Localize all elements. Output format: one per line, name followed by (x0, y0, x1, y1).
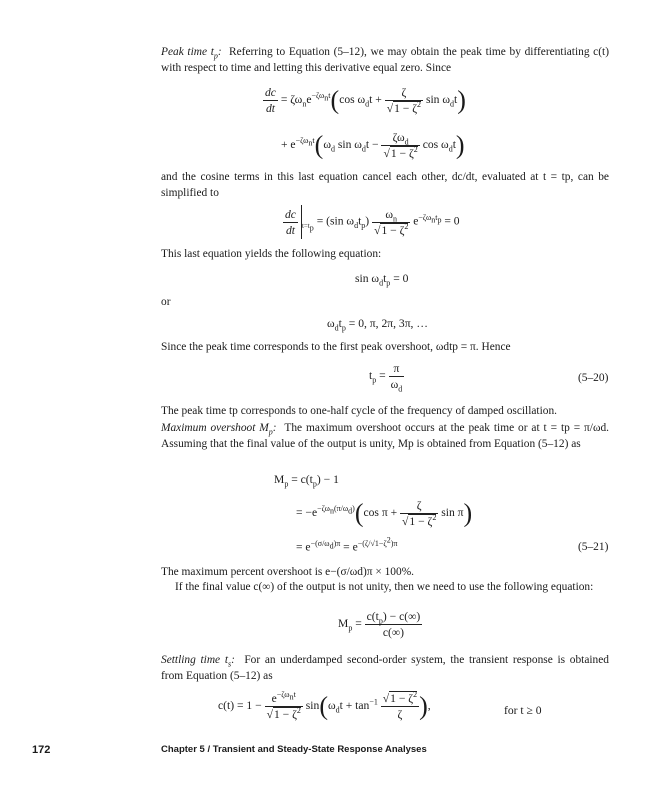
yields-paragraph: This last equation yields the following equation: (161, 248, 382, 260)
derivative-equation-line2: + $e^{-\zeta\omega_nt}(\omega_d$ $\sin \omega_dt$ − $\frac{\zeta\omega_d}{√1 - \zeta^2}$ $\cos \omega_dt$) (281, 130, 465, 160)
mp-equation-line1: $M_p = c(t_p) - 1$ (274, 473, 339, 489)
chapter-footer: Chapter 5 / Transient and Steady-State Response Analyses (161, 744, 427, 755)
final-value-paragraph: If the final value c(∞) of the output is not unity, then we need to use the following equation: (175, 581, 594, 593)
evaluated-derivative-equation: $\frac{dc}{dt}$ $_{t=t_p}$ = (sin $\omega_dt_p$) $\frac{\omega_n}{√1 - \zeta^2}$ $e^{-\zeta\omega_nt_p} = 0$ (283, 205, 460, 239)
max-overshoot-text: The maximum overshoot occurs at the peak time or at t = tp = π/ωd. Assuming that the final value of the output is unity, Mp is obtained from Equation (5–12) as (161, 422, 609, 450)
settling-time-paragraph (161, 653, 609, 684)
equation-number-5-20: (5–20) (578, 372, 609, 384)
sin-zero-equation: $\sin \omega_dt_p = 0$ (355, 272, 409, 288)
mp-equation-line3: = $e^{-(\sigma/\omega_d)\pi} = e^{-(\zeta/√1-\zeta^2)\pi}$ (296, 535, 398, 554)
cancel-paragraph: and the cosine terms in this last equation cancel each other, dc/dt, evaluated at t = tp, can be simplified to (161, 171, 609, 199)
mp-equation-line2: = $-e^{-\zeta\omega_n(\pi/\omega_d)}(\cos$ π + $\frac{\zeta}{√1 - \zeta^2}$ sin π) (296, 498, 473, 528)
peak-time-equation: $t_p$ = $\frac{\pi}{\omega_d}$ (369, 362, 403, 394)
percent-overshoot-paragraph: The maximum percent overshoot is e−(σ/ωd)π × 100%. (161, 566, 415, 578)
solutions-equation: $\omega_dt_p = 0$, π, 2π, 3π, … (327, 317, 428, 333)
first-peak-paragraph: Since the peak time corresponds to the first peak overshoot, ωdtp = π. Hence (161, 341, 511, 353)
derivative-equation-line1: $\frac{dc}{dt}$ = $\zeta\omega_ne^{-\zeta\omega_nt}(\cos$ $\omega_dt$ + $\frac{\zeta}{√1 - \zeta^2}$ $\sin \omega_dt$) (265, 85, 466, 115)
peak-time-paragraph (161, 45, 609, 76)
settling-time-text: For an underdamped second-order system, the transient response is obtained from Equation (5–12) as (161, 654, 609, 682)
or-word: or (161, 296, 171, 308)
page-number: 172 (32, 744, 51, 756)
time-condition: for t ≥ 0 (504, 704, 542, 717)
response-equation: c(t) = 1 − $\frac{e^{-\zeta\omega_nt}}{√1 - \zeta^2}$ $\sin(\omega_dt + \tan^{-1}$ $\frac{√1 - \zeta^2}{\zeta}$ ), (218, 690, 431, 721)
max-overshoot-paragraph (161, 421, 609, 452)
settling-time-heading: Settling time $t_s$: (161, 654, 235, 669)
half-cycle-paragraph: The peak time tp corresponds to one-half cycle of the frequency of damped oscillation. (161, 405, 557, 417)
peak-time-text: Referring to Equation (5–12), we may obtain the peak time by differentiating c(t) with respect to time and letting this derivative equal zero. Since (161, 46, 609, 74)
max-overshoot-heading: Maximum overshoot $M_p$: (161, 422, 277, 437)
mp-general-equation: $M_p$ = $\frac{c(t_p) - c(\infty)}{c(\infty)}$ (338, 610, 421, 639)
peak-time-heading: Peak time $t_p$: (161, 46, 222, 61)
equation-number-5-21: (5–21) (578, 541, 609, 553)
